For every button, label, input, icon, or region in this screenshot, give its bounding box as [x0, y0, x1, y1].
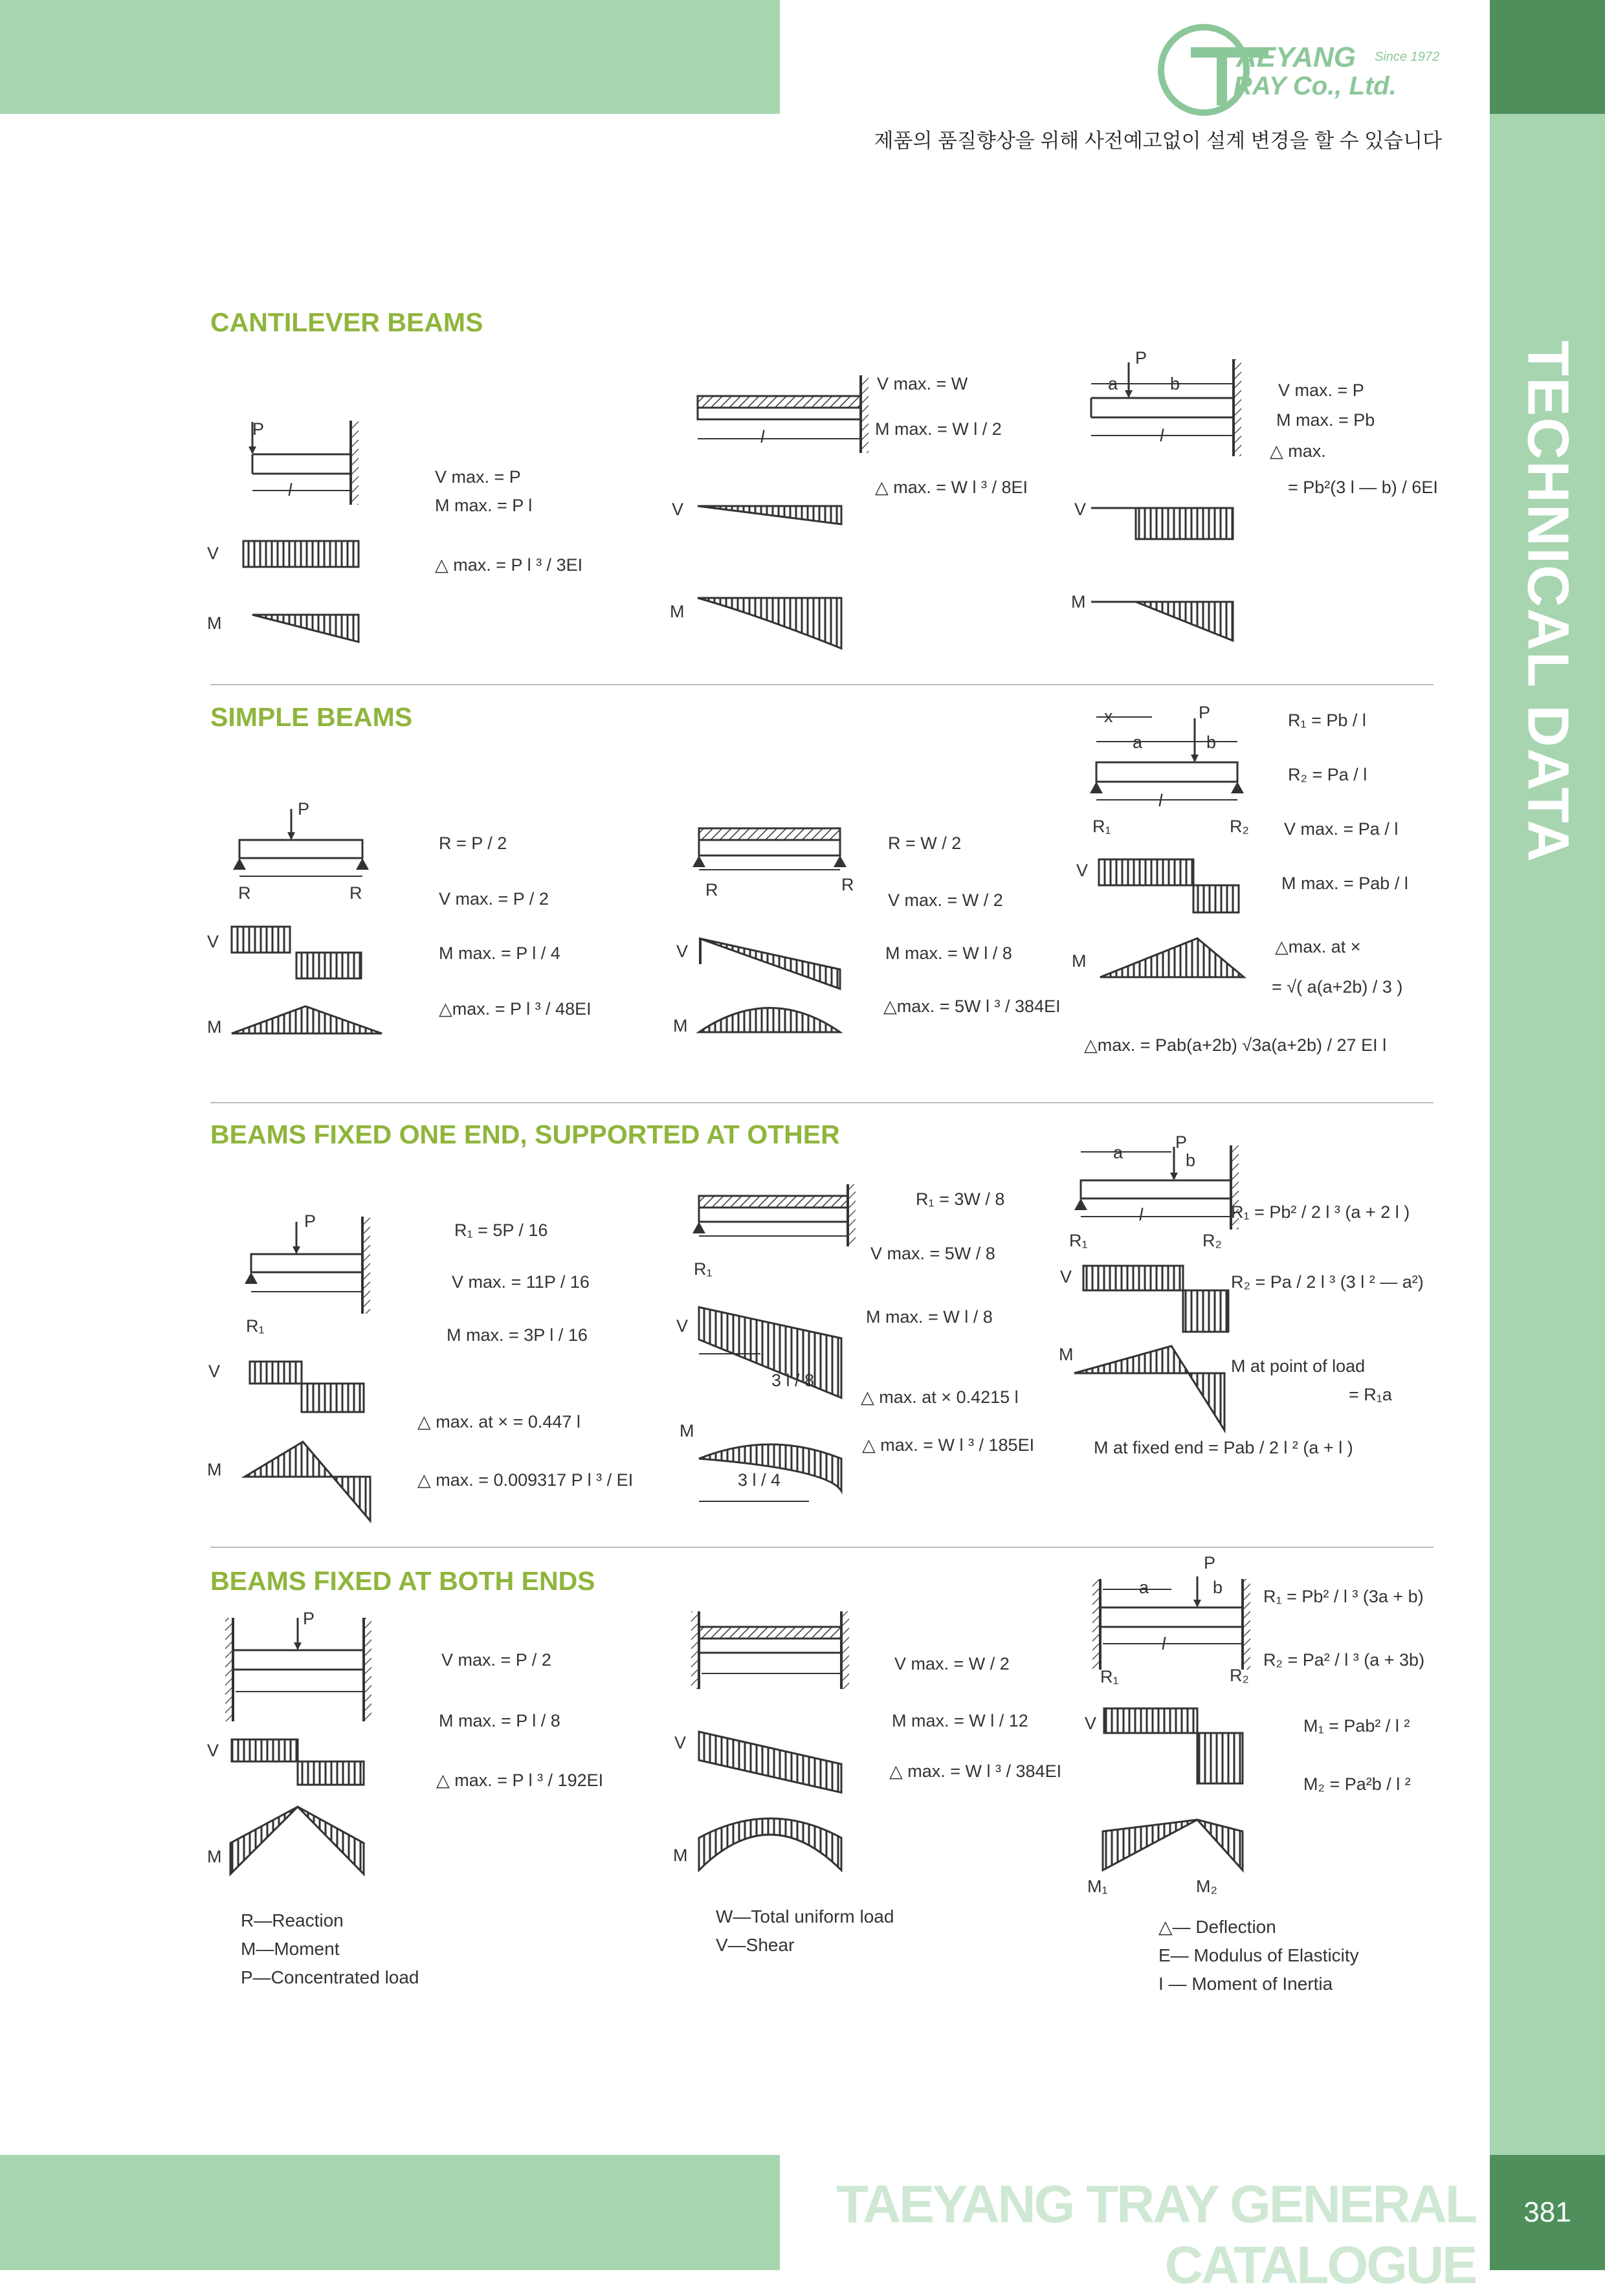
- section-title-cantilever: CANTILEVER BEAMS: [210, 307, 483, 337]
- label-v: V: [672, 500, 684, 519]
- label-r1: R₁: [1069, 1231, 1088, 1250]
- label-v: V: [1076, 861, 1089, 880]
- formula: R₁ = Pb² / 2 l ³ (a + 2 l ): [1231, 1202, 1410, 1222]
- section-title-fixed-both: BEAMS FIXED AT BOTH ENDS: [210, 1566, 595, 1596]
- label-v: V: [674, 1733, 687, 1752]
- formula: △ max. at × 0.4215 l: [861, 1387, 1019, 1407]
- label-l: l: [288, 480, 292, 500]
- formula: △ max. = P l ³ / 192EI: [436, 1771, 604, 1790]
- formula: V max. = P: [1278, 381, 1364, 400]
- section-divider: [210, 684, 1433, 685]
- header-band: [0, 0, 780, 114]
- formula: △ max. = P l ³ / 3EI: [435, 555, 583, 575]
- label-m: M: [670, 602, 685, 621]
- label-m: M: [1059, 1345, 1074, 1364]
- legend-item: △— Deflection: [1158, 1917, 1276, 1937]
- formula: R₁ = 3W / 8: [916, 1189, 1005, 1209]
- formula: △ max. = W l ³ / 8EI: [875, 478, 1028, 497]
- label-r1: R₁: [1100, 1667, 1119, 1686]
- formula: V max. = W / 2: [894, 1654, 1010, 1673]
- dimension: 3 l / 8: [771, 1371, 815, 1390]
- label-r: R: [841, 875, 854, 894]
- label-m: M: [207, 1017, 222, 1037]
- formula: = √( a(a+2b) / 3 ): [1272, 977, 1403, 997]
- formula: R₂ = Pa / 2 l ³ (3 l ² — a²): [1231, 1272, 1424, 1292]
- legend-item: E— Modulus of Elasticity: [1158, 1945, 1359, 1965]
- label-p: P: [298, 799, 310, 819]
- label-l: l: [760, 427, 764, 447]
- label-r: R: [238, 883, 251, 903]
- formula: V max. = P: [435, 467, 521, 487]
- label-m1: M₁: [1087, 1877, 1108, 1896]
- fixed-point-load-diagram: [214, 1605, 395, 1883]
- formula: R₁ = Pb / l: [1288, 711, 1366, 730]
- fixed-point-at-a-diagram: [1087, 1573, 1262, 1890]
- formula: M max. = W l / 8: [866, 1307, 993, 1327]
- formula: V max. = P / 2: [441, 1650, 551, 1670]
- formula: R = W / 2: [888, 833, 962, 853]
- label-r2: R₂: [1230, 817, 1249, 836]
- formula: R₁ = 5P / 16: [454, 1220, 548, 1240]
- label-m: M: [1071, 592, 1086, 612]
- label-l: l: [1162, 1634, 1166, 1653]
- label-v: V: [208, 1362, 221, 1381]
- dimension: 3 l / 4: [738, 1470, 781, 1490]
- label-r: R: [705, 880, 718, 900]
- label-v: V: [1060, 1267, 1072, 1286]
- formula: M at fixed end = Pab / 2 l ² (a + l ): [1094, 1438, 1353, 1457]
- label-x: x: [1104, 707, 1113, 726]
- label-b: b: [1213, 1578, 1223, 1597]
- formula: V max. = 11P / 16: [452, 1272, 590, 1292]
- label-b: b: [1170, 374, 1180, 393]
- formula: M max. = P l: [435, 496, 533, 515]
- label-r1: R₁: [694, 1259, 713, 1279]
- formula: = R₁a: [1349, 1385, 1392, 1404]
- legend-item: R—Reaction: [241, 1910, 344, 1930]
- formula: M max. = P l / 4: [439, 944, 560, 963]
- formula: R = P / 2: [439, 833, 507, 853]
- logo-text-top: AEYANG: [1236, 41, 1356, 73]
- label-v: V: [207, 544, 219, 563]
- label-m2: M₂: [1196, 1877, 1217, 1896]
- propped-point-load-diagram: [207, 1197, 388, 1527]
- formula: M max. = Pb: [1276, 410, 1375, 430]
- label-v: V: [207, 932, 219, 951]
- legend-item: P—Concentrated load: [241, 1967, 419, 1987]
- label-p: P: [1175, 1132, 1188, 1152]
- label-a: a: [1108, 374, 1118, 393]
- section-divider: [210, 1102, 1433, 1103]
- formula: M₁ = Pab² / l ²: [1303, 1716, 1410, 1736]
- label-a: a: [1139, 1578, 1149, 1597]
- label-v: V: [1085, 1714, 1097, 1733]
- formula: △max. = Pab(a+2b) √3a(a+2b) / 27 EI l: [1084, 1035, 1387, 1055]
- label-m: M: [673, 1016, 688, 1035]
- catalogue-title: TAEYANG TRAY GENERAL CATALOGUE: [836, 2175, 1476, 2295]
- notice-text: 제품의 품질향상을 위해 사전예고없이 설계 변경을 할 수 있습니다: [874, 129, 1442, 152]
- page-number: 381: [1523, 2196, 1571, 2228]
- formula: △ max.: [1270, 441, 1326, 461]
- label-l: l: [1160, 426, 1164, 445]
- company-logo: [1152, 18, 1456, 122]
- formula: R₁ = Pb² / l ³ (3a + b): [1263, 1587, 1424, 1606]
- label-v: V: [676, 1316, 689, 1336]
- section-title-simple: SIMPLE BEAMS: [210, 702, 413, 732]
- simple-uniform-load-diagram: [673, 822, 861, 1042]
- formula: R₂ = Pa² / l ³ (a + 3b): [1263, 1650, 1425, 1670]
- formula: △max. = P l ³ / 48EI: [439, 999, 592, 1019]
- label-v: V: [1074, 500, 1087, 519]
- label-r1: R₁: [246, 1316, 265, 1336]
- formula: △ max. = W l ³ / 185EI: [862, 1435, 1035, 1455]
- formula: M max. = Pab / l: [1281, 874, 1408, 893]
- formula: M max. = 3P l / 16: [447, 1325, 588, 1345]
- formula: M max. = W l / 8: [885, 944, 1012, 963]
- label-p: P: [252, 419, 265, 439]
- formula: M₂ = Pa²b / l ²: [1303, 1774, 1411, 1794]
- label-m: M: [207, 613, 222, 633]
- formula: M max. = W l / 12: [892, 1711, 1028, 1730]
- formula: = Pb²(3 l — b) / 6EI: [1288, 478, 1438, 497]
- formula: V max. = Pa / l: [1284, 819, 1399, 839]
- legend-column-2: [716, 1903, 894, 1959]
- simple-point-load-diagram: [207, 789, 395, 1042]
- legend-item: M—Moment: [241, 1939, 340, 1959]
- formula: V max. = P / 2: [439, 889, 549, 909]
- label-m: M: [680, 1421, 694, 1441]
- legend-item: I — Moment of Inertia: [1158, 1974, 1333, 1994]
- label-l: l: [1139, 1205, 1143, 1224]
- fixed-uniform-load-diagram: [680, 1605, 874, 1890]
- logo-since: Since 1972: [1375, 50, 1440, 64]
- logo-text-bottom: RAY Co., Ltd.: [1234, 72, 1397, 100]
- formula: △ max. at × = 0.447 l: [417, 1412, 581, 1431]
- label-a: a: [1133, 733, 1143, 752]
- footer-band: [0, 2155, 780, 2270]
- formula: △max. = 5W l ³ / 384EI: [883, 997, 1061, 1016]
- label-r1: R₁: [1092, 817, 1111, 836]
- label-l: l: [1158, 791, 1162, 810]
- formula: △ max. = W l ³ / 384EI: [889, 1761, 1062, 1781]
- formula: △ max. = 0.009317 P l ³ / EI: [417, 1470, 634, 1490]
- section-title-fixed-supported: BEAMS FIXED ONE END, SUPPORTED AT OTHER: [210, 1120, 840, 1149]
- label-b: b: [1206, 733, 1217, 752]
- formula: M max. = W l / 2: [875, 419, 1002, 439]
- label-p: P: [1135, 348, 1147, 368]
- label-r: R: [349, 883, 362, 903]
- label-v: V: [207, 1741, 219, 1760]
- label-a: a: [1113, 1143, 1124, 1162]
- formula: R₂ = Pa / l: [1288, 765, 1367, 784]
- legend-column-3: [1158, 1913, 1359, 1998]
- label-m: M: [1072, 951, 1087, 971]
- label-p: P: [1199, 703, 1211, 722]
- formula: V max. = 5W / 8: [870, 1244, 995, 1263]
- cantilever-point-at-a-diagram: [1068, 353, 1243, 624]
- legend-item: W—Total uniform load: [716, 1906, 894, 1926]
- label-m: M: [207, 1847, 222, 1866]
- label-m: M: [673, 1846, 688, 1865]
- formula: V max. = W / 2: [888, 890, 1003, 910]
- corner-block-top: [1490, 0, 1605, 114]
- formula: V max. = W: [877, 374, 968, 393]
- cantilever-point-load-diagram: [201, 414, 369, 647]
- side-title: TECHNICAL DATA: [1515, 340, 1580, 863]
- label-p: P: [1204, 1553, 1216, 1573]
- formula: M max. = P l / 8: [439, 1711, 560, 1730]
- propped-point-at-a-diagram: [1068, 1132, 1249, 1443]
- label-p: P: [303, 1609, 315, 1628]
- label-r2: R₂: [1202, 1231, 1222, 1250]
- label-m: M: [207, 1460, 222, 1479]
- label-r2: R₂: [1230, 1666, 1249, 1685]
- label-p: P: [304, 1211, 316, 1231]
- label-b: b: [1186, 1151, 1196, 1170]
- legend-column-1: [241, 1906, 419, 1992]
- simple-point-at-a-diagram: [1074, 705, 1256, 984]
- legend-item: V—Shear: [716, 1935, 795, 1955]
- formula: M at point of load: [1231, 1356, 1366, 1376]
- cantilever-uniform-load-diagram: [667, 369, 854, 654]
- section-divider: [210, 1547, 1433, 1548]
- label-v: V: [676, 942, 689, 961]
- formula: △max. at ×: [1275, 937, 1361, 956]
